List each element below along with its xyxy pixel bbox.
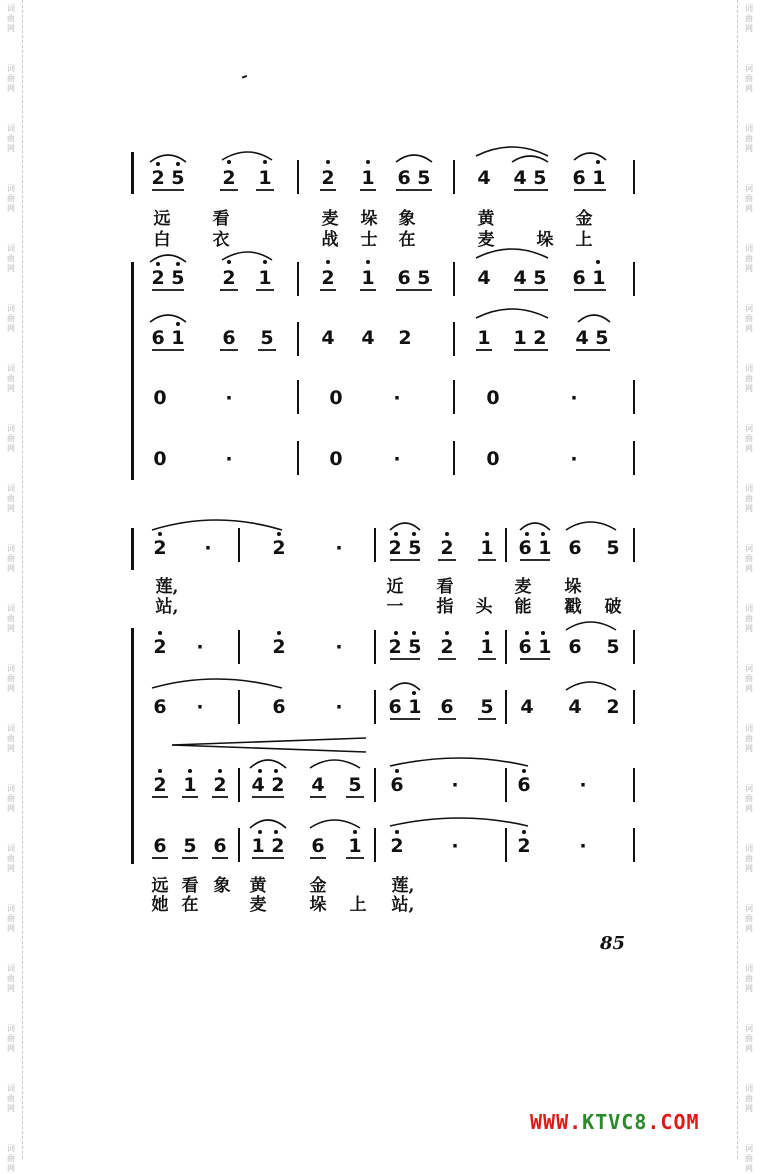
- note: 4: [477, 167, 491, 189]
- lyric: 在: [398, 230, 416, 250]
- lyric: 站,: [155, 597, 179, 617]
- rest: 0: [329, 448, 343, 470]
- watermark-glyphs: 词 曲 网: [745, 1024, 753, 1053]
- note-group: 6 1: [572, 167, 606, 189]
- watermark-glyphs: 词 曲 网: [745, 544, 753, 573]
- watermark-glyphs: 词 曲 网: [7, 724, 15, 753]
- watermark-glyphs: 词 曲 网: [7, 904, 15, 933]
- note: 2: [321, 167, 335, 189]
- dot: ·: [196, 696, 204, 718]
- lyric: 破: [604, 597, 622, 617]
- watermark-glyphs: 词 曲 网: [745, 904, 753, 933]
- slur: [574, 153, 606, 160]
- note: 2: [153, 774, 167, 796]
- note-group: 4 5: [513, 267, 547, 289]
- dot: ·: [451, 835, 459, 857]
- note: 4: [361, 327, 375, 349]
- note: 1: [348, 835, 362, 857]
- note: 5: [480, 696, 494, 718]
- lyric: 白: [153, 230, 171, 250]
- note: 4: [477, 267, 491, 289]
- dot: ·: [451, 774, 459, 796]
- watermark-glyphs: 词 曲 网: [7, 784, 15, 813]
- lyric: 站,: [391, 895, 415, 915]
- slur: [250, 820, 286, 828]
- watermark-glyphs: 词 曲 网: [745, 844, 753, 873]
- note: 2: [222, 267, 236, 289]
- watermark-glyphs: 词 曲 网: [7, 184, 15, 213]
- lyric: 黄: [477, 209, 495, 229]
- watermark-glyphs: 词 曲 网: [7, 424, 15, 453]
- site-suffix: .COM: [647, 1110, 700, 1134]
- note: 1: [258, 267, 272, 289]
- lyric: 战: [321, 230, 339, 250]
- watermark-glyphs: 词 曲 网: [7, 664, 15, 693]
- note: 6: [272, 696, 286, 718]
- slur: [512, 156, 548, 162]
- watermark-glyphs: 词 曲 网: [745, 484, 753, 513]
- watermark-glyphs: 词 曲 网: [7, 64, 15, 93]
- note-group: 2 5: [151, 267, 185, 289]
- note: 6: [517, 774, 531, 796]
- slur: [390, 683, 420, 690]
- note: 2: [213, 774, 227, 796]
- page-number: 85: [600, 933, 626, 954]
- lyric: 象: [213, 876, 231, 896]
- note: 6: [153, 696, 167, 718]
- note-group: 2 5: [388, 537, 422, 559]
- note-group: 6 1: [151, 327, 185, 349]
- lyric: 指: [436, 597, 454, 617]
- slur: [222, 152, 272, 160]
- note: 6: [568, 537, 582, 559]
- lyric: 一: [386, 597, 404, 617]
- watermark-glyphs: 词 曲 网: [7, 1144, 15, 1173]
- dot: ·: [335, 537, 343, 559]
- slur: [250, 760, 286, 768]
- note: 1: [361, 267, 375, 289]
- slur: [152, 520, 282, 530]
- watermark-glyphs: 词 曲 网: [7, 304, 15, 333]
- watermark-glyphs: 词 曲 网: [745, 304, 753, 333]
- lyric: 麦: [477, 230, 495, 250]
- watermark-glyphs: 词 曲 网: [745, 724, 753, 753]
- lyric: 戳: [564, 597, 582, 617]
- watermark-glyphs: 词 曲 网: [745, 4, 753, 33]
- watermark-glyphs: 词 曲 网: [7, 4, 15, 33]
- lyric: 垛: [309, 895, 327, 915]
- lyric: 垛: [564, 577, 582, 597]
- note-group: 6 1: [388, 696, 422, 718]
- note-group: 4 5: [513, 167, 547, 189]
- note-group: 2 5: [388, 636, 422, 658]
- watermark-glyphs: 词 曲 网: [7, 124, 15, 153]
- note: 6: [213, 835, 227, 857]
- watermark-glyphs: 词 曲 网: [745, 124, 753, 153]
- note: 1: [480, 537, 494, 559]
- dot: ·: [579, 835, 587, 857]
- note: 1: [361, 167, 375, 189]
- note: 5: [606, 636, 620, 658]
- slur: [390, 758, 528, 766]
- watermark-glyphs: 词 曲 网: [745, 784, 753, 813]
- lyric: 上: [575, 230, 593, 250]
- lyric: 金: [575, 209, 593, 229]
- note: 1: [183, 774, 197, 796]
- note: 4: [568, 696, 582, 718]
- slur: [566, 682, 616, 690]
- watermark-glyphs: 词 曲 网: [7, 964, 15, 993]
- dot: ·: [570, 448, 578, 470]
- rest: 0: [329, 387, 343, 409]
- slur: [476, 249, 548, 258]
- slur: [566, 622, 616, 630]
- watermark-glyphs: 词 曲 网: [7, 544, 15, 573]
- lyric: 远: [153, 209, 171, 229]
- note: 2: [440, 636, 454, 658]
- rest: 0: [486, 387, 500, 409]
- note: 2: [440, 537, 454, 559]
- note: 4: [311, 774, 325, 796]
- note: 6: [222, 327, 236, 349]
- watermark-glyphs: 词 曲 网: [745, 664, 753, 693]
- watermark-glyphs: 词 曲 网: [745, 1084, 753, 1113]
- note: 4: [321, 327, 335, 349]
- note-group: 4 2: [251, 774, 285, 796]
- lyric: 麦: [249, 895, 267, 915]
- lyric: 她: [151, 895, 169, 915]
- watermark-glyphs: 词 曲 网: [745, 64, 753, 93]
- rest: 0: [153, 448, 167, 470]
- note-group: 6 1: [572, 267, 606, 289]
- slur: [150, 255, 186, 262]
- watermark-glyphs: 词 曲 网: [7, 244, 15, 273]
- note-group: 6 1: [518, 636, 552, 658]
- watermark-glyphs: 词 曲 网: [7, 844, 15, 873]
- note: 2: [153, 537, 167, 559]
- watermark-glyphs: 词 曲 网: [745, 604, 753, 633]
- dot: ·: [335, 696, 343, 718]
- note-group: 4 5: [575, 327, 609, 349]
- dot: ·: [570, 387, 578, 409]
- note: 1: [480, 636, 494, 658]
- lyric: 看: [181, 876, 199, 896]
- slur: [222, 252, 272, 260]
- lyric: 能: [514, 597, 532, 617]
- note: 2: [222, 167, 236, 189]
- note: 2: [398, 327, 412, 349]
- note: 5: [183, 835, 197, 857]
- dot: ·: [393, 448, 401, 470]
- dot: ·: [393, 387, 401, 409]
- watermark-glyphs: 词 曲 网: [745, 1144, 753, 1173]
- note: 1: [477, 327, 491, 349]
- note: 2: [272, 636, 286, 658]
- slur: [152, 679, 282, 688]
- slur: [150, 315, 186, 322]
- note: 5: [348, 774, 362, 796]
- lyric: 远: [151, 876, 169, 896]
- watermark-glyphs: 词 曲 网: [745, 244, 753, 273]
- rest: 0: [153, 387, 167, 409]
- note: 2: [153, 636, 167, 658]
- lyric: 垛: [360, 209, 378, 229]
- dot: ·: [579, 774, 587, 796]
- lyric: 看: [436, 577, 454, 597]
- note: 5: [260, 327, 274, 349]
- slur: [390, 818, 528, 826]
- note-group: 1 2: [251, 835, 285, 857]
- watermark-glyphs: 词 曲 网: [7, 1084, 15, 1113]
- lyric: 垛: [536, 230, 554, 250]
- lyric: 莲,: [155, 577, 179, 597]
- watermark-glyphs: 词 曲 网: [745, 964, 753, 993]
- lyric: 麦: [514, 577, 532, 597]
- note-group: 6 5: [397, 267, 431, 289]
- slur: [578, 315, 610, 322]
- dot: ·: [204, 537, 212, 559]
- note: 2: [606, 696, 620, 718]
- lyric: 上: [349, 895, 367, 915]
- slur: [396, 155, 432, 162]
- slur: [566, 522, 616, 530]
- note: 6: [440, 696, 454, 718]
- note-group: 6 1: [518, 537, 552, 559]
- note: 2: [321, 267, 335, 289]
- hairpin: [172, 738, 366, 745]
- note: 6: [311, 835, 325, 857]
- lyric: 黄: [249, 876, 267, 896]
- watermark-glyphs: 词 曲 网: [745, 184, 753, 213]
- watermark-glyphs: 词 曲 网: [745, 364, 753, 393]
- note-group: 2 5: [151, 167, 185, 189]
- watermark-glyphs: 词 曲 网: [7, 364, 15, 393]
- lyric: 士: [360, 230, 378, 250]
- lyric: 金: [309, 876, 327, 896]
- site-brand: KTVC8: [582, 1110, 648, 1134]
- note: 4: [520, 696, 534, 718]
- lyric: 莲,: [391, 876, 415, 896]
- slur: [150, 155, 186, 162]
- slur: [476, 147, 548, 156]
- note: 2: [517, 835, 531, 857]
- watermark-glyphs: 词 曲 网: [7, 1024, 15, 1053]
- note: 2: [390, 835, 404, 857]
- hairpin: [172, 745, 366, 752]
- watermark-glyphs: 词 曲 网: [745, 424, 753, 453]
- lyric: 象: [398, 209, 416, 229]
- site-prefix: WWW.: [530, 1110, 583, 1134]
- lyric: 麦: [321, 209, 339, 229]
- slur: [520, 523, 550, 530]
- slur: [310, 820, 360, 828]
- dot: ·: [225, 448, 233, 470]
- slur: [476, 309, 548, 318]
- note: 5: [606, 537, 620, 559]
- lyric: 衣: [212, 230, 230, 250]
- note-group: 6 5: [397, 167, 431, 189]
- slur: [310, 760, 360, 768]
- lyric: 头: [475, 597, 493, 617]
- site-watermark: [530, 1110, 700, 1134]
- lyric: 在: [181, 895, 199, 915]
- lyric: 近: [386, 577, 404, 597]
- note: 2: [272, 537, 286, 559]
- note: 1: [258, 167, 272, 189]
- lyric: 看: [212, 209, 230, 229]
- dot: ·: [196, 636, 204, 658]
- watermark-glyphs: 词 曲 网: [7, 604, 15, 633]
- note-group: 1 2: [513, 327, 547, 349]
- note: 6: [390, 774, 404, 796]
- slur: [390, 523, 420, 530]
- dot: ·: [225, 387, 233, 409]
- note: 6: [568, 636, 582, 658]
- watermark-glyphs: 词 曲 网: [7, 484, 15, 513]
- dot: ·: [335, 636, 343, 658]
- rest: 0: [486, 448, 500, 470]
- note: 6: [153, 835, 167, 857]
